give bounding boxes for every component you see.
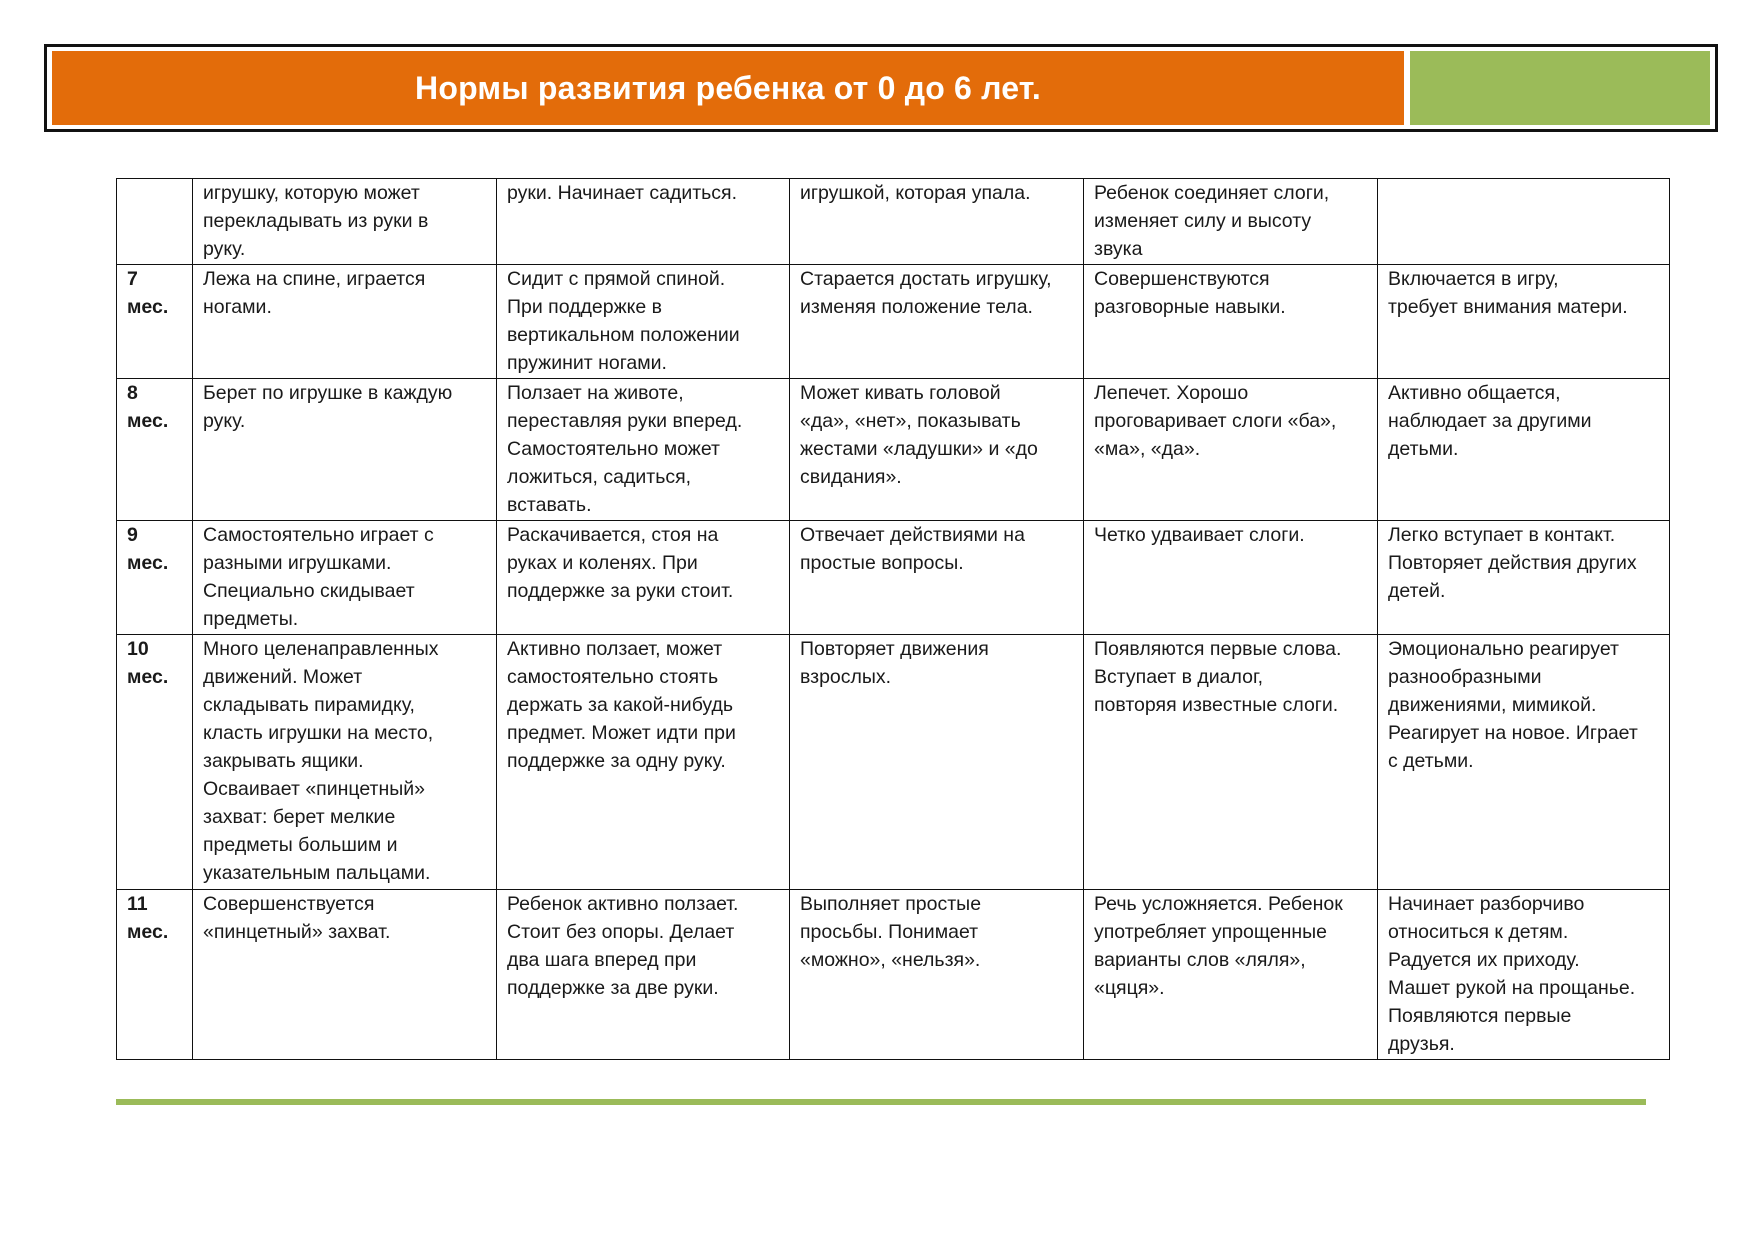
table-cell: игрушку, которую может перекладывать из руки в руку.	[193, 179, 497, 265]
table-cell: Самостоятельно играет с разными игрушками. Специально скидывает предметы.	[193, 521, 497, 635]
age-cell: 10 мес.	[117, 635, 193, 890]
header-title-bar	[52, 51, 1404, 125]
table-cell: Старается достать игрушку, изменяя положение тела.	[790, 265, 1084, 379]
header-accent-block	[1410, 51, 1710, 125]
table-cell: Лепечет. Хорошо проговаривает слоги «ба», «ма», «да».	[1084, 379, 1378, 521]
table-cell: Активно ползает, может самостоятельно стоять держать за какой-нибудь предмет. Может идти при поддержке за одну руку.	[497, 635, 790, 890]
table-row	[117, 379, 1670, 521]
table-cell: Четко удваивает слоги.	[1084, 521, 1378, 635]
table-row	[117, 179, 1670, 265]
table-cell: Речь усложняется. Ребенок употребляет упрощенные варианты слов «ляля», «цяця».	[1084, 890, 1378, 1060]
table-cell: Ребенок соединяет слоги, изменяет силу и высоту звука	[1084, 179, 1378, 265]
table-cell: Выполняет простые просьбы. Понимает «можно», «нельзя».	[790, 890, 1084, 1060]
age-cell	[117, 179, 193, 265]
table-row	[117, 521, 1670, 635]
age-cell: 8 мес.	[117, 379, 193, 521]
table-row	[117, 635, 1670, 890]
table-cell: Раскачивается, стоя на руках и коленях. При поддержке за руки стоит.	[497, 521, 790, 635]
table-cell: Отвечает действиями на простые вопросы.	[790, 521, 1084, 635]
table-cell: Появляются первые слова. Вступает в диалог, повторяя известные слоги.	[1084, 635, 1378, 890]
table-cell: Лежа на спине, играется ногами.	[193, 265, 497, 379]
table-cell: Эмоционально реагирует разнообразными движениями, мимикой. Реагирует на новое. Играет с детьми.	[1378, 635, 1670, 890]
table-cell: Ползает на животе, переставляя руки вперед. Самостоятельно может ложиться, садиться, вставать.	[497, 379, 790, 521]
page-title: Нормы развития ребенка от 0 до 6 лет.	[415, 69, 1041, 106]
table-cell: Берет по игрушке в каждую руку.	[193, 379, 497, 521]
development-norms-table	[116, 178, 1670, 1060]
table-cell: Может кивать головой «да», «нет», показывать жестами «ладушки» и «до свидания».	[790, 379, 1084, 521]
age-cell: 9 мес.	[117, 521, 193, 635]
table-cell: Повторяет движения взрослых.	[790, 635, 1084, 890]
table-cell: Совершенствуются разговорные навыки.	[1084, 265, 1378, 379]
age-cell: 7 мес.	[117, 265, 193, 379]
header-banner	[44, 44, 1718, 132]
table-cell: Сидит с прямой спиной. При поддержке в вертикальном положении пружинит ногами.	[497, 265, 790, 379]
footer-divider	[116, 1099, 1646, 1105]
table-row	[117, 890, 1670, 1060]
table-cell: Начинает разборчиво относиться к детям. Радуется их приходу. Машет рукой на прощанье. Появляются первые друзья.	[1378, 890, 1670, 1060]
table-row	[117, 265, 1670, 379]
table-cell: Включается в игру, требует внимания матери.	[1378, 265, 1670, 379]
table-cell: Легко вступает в контакт. Повторяет действия других детей.	[1378, 521, 1670, 635]
age-cell: 11 мес.	[117, 890, 193, 1060]
table-cell: Активно общается, наблюдает за другими детьми.	[1378, 379, 1670, 521]
table-cell: Много целенаправленных движений. Может складывать пирамидку, класть игрушки на место, закрывать ящики. Осваивает «пинцетный» захват: берет мелкие предметы большим и указательным пальцами.	[193, 635, 497, 890]
table-cell: Совершенствуется «пинцетный» захват.	[193, 890, 497, 1060]
table-cell	[1378, 179, 1670, 265]
table-cell: Ребенок активно ползает. Стоит без опоры. Делает два шага вперед при поддержке за две руки.	[497, 890, 790, 1060]
table-cell: игрушкой, которая упала.	[790, 179, 1084, 265]
table-cell: руки. Начинает садиться.	[497, 179, 790, 265]
